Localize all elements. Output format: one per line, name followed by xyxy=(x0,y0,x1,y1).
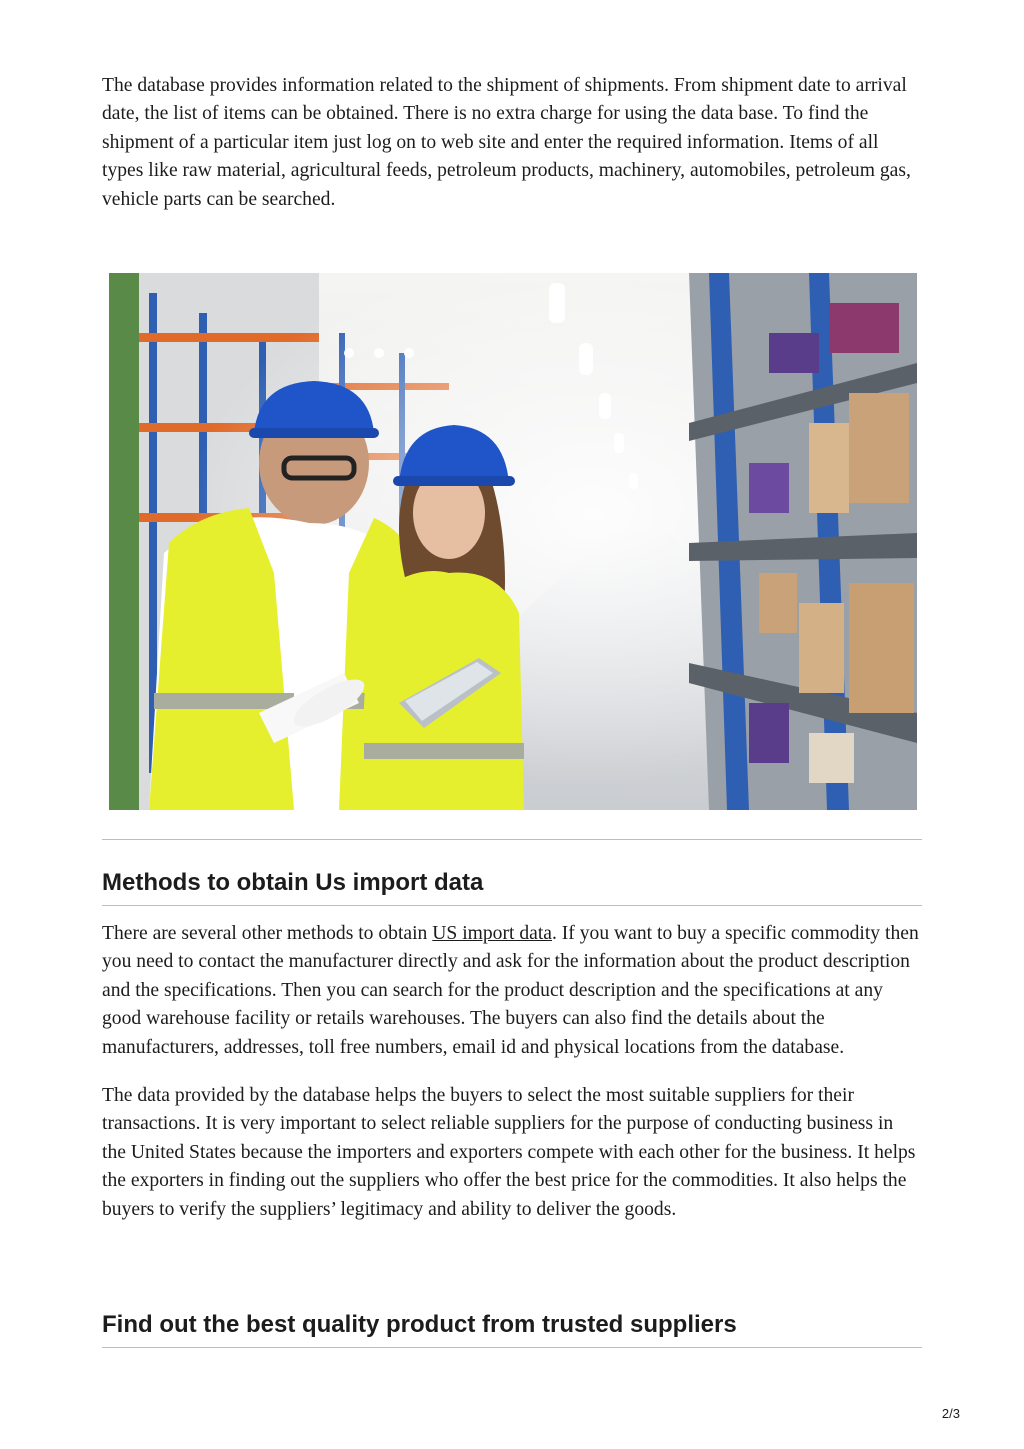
paragraph-text: There are several other methods to obtain xyxy=(102,923,433,944)
page-number: 2/3 xyxy=(941,1406,960,1421)
section-heading: Methods to obtain Us import data xyxy=(102,868,922,906)
section-paragraph xyxy=(102,920,922,1062)
section-heading: Find out the best quality product from trusted suppliers xyxy=(102,1310,922,1348)
intro-paragraph: The database provides information related to the shipment of shipments. From shipment date to arrival date, the list of items can be obtained. There is no extra charge for using the data base. To find the shipment of a particular item just log on to web site and enter the required information. Items of all types like raw material, agricultural feeds, petroleum products, machinery, automobiles, petroleum gas, vehicle parts can be searched. xyxy=(102,75,911,210)
section-import-methods xyxy=(102,868,922,1224)
us-import-data-link[interactable]: US import data xyxy=(432,923,552,944)
intro-block xyxy=(102,72,922,214)
section-paragraph: The data provided by the database helps the buyers to select the most suitable suppliers for their transactions. It is very important to select reliable suppliers for the purpose of conducting business in the United States because the importers and exporters compete with each other for the business. It helps the exporters in finding out the suppliers who offer the best price for the commodities. It also helps the buyers to verify the suppliers’ legitimacy and ability to deliver the goods. xyxy=(102,1085,916,1220)
section-divider xyxy=(102,839,922,840)
section-trusted-suppliers xyxy=(102,1310,922,1348)
warehouse-workers-photo xyxy=(109,273,917,810)
paragraph-text: . If you want to buy a specific commodity then you need to contact the manufacturer directly and ask for the information about the product description and the specifications. Then you can search for the product description and the specifications at any good warehouse facility or retails warehouses. The buyers can also find the details about the manufacturers, addresses, toll free numbers, email id and physical locations from the database. xyxy=(102,923,919,1058)
